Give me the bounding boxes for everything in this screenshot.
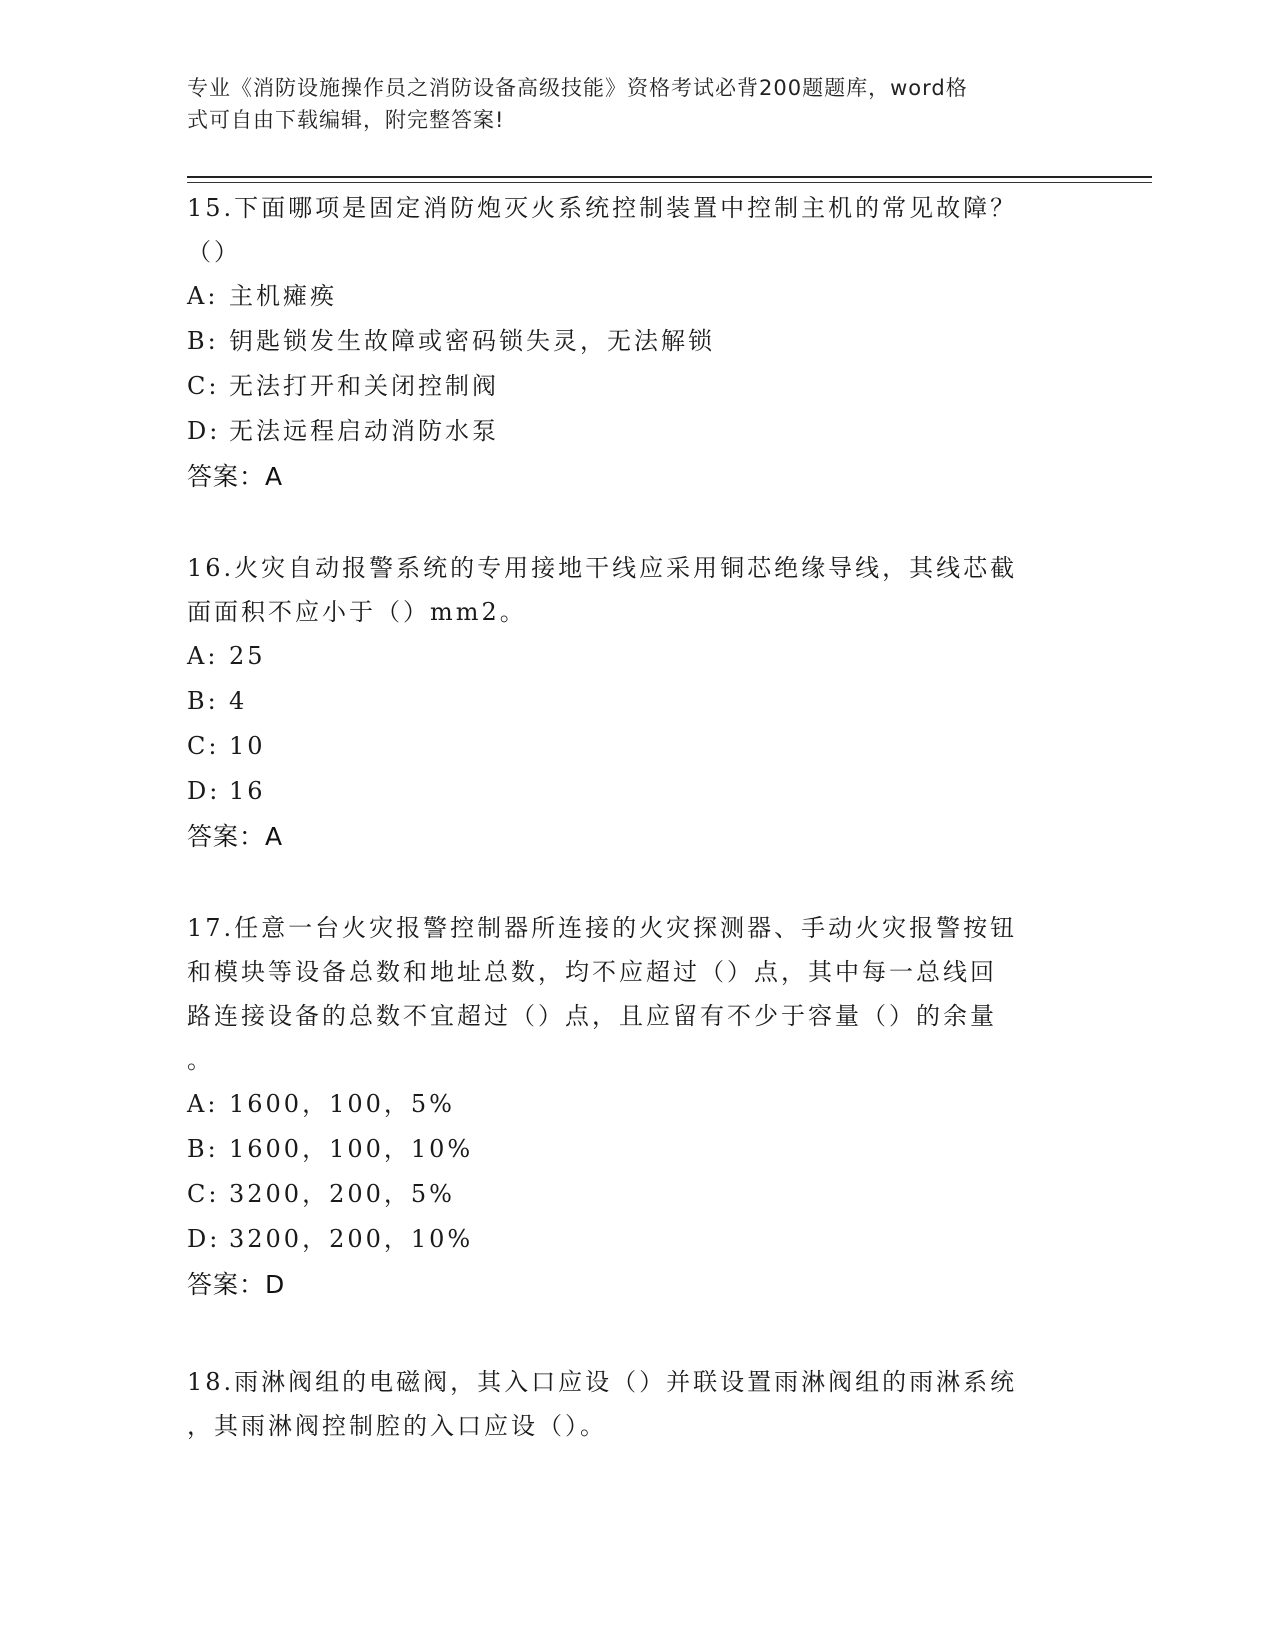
option-a xyxy=(187,1082,1087,1127)
option-text: 10 xyxy=(229,732,266,760)
option-a xyxy=(187,634,1087,679)
header-line-2: 式可自由下载编辑，附完整答案! xyxy=(187,108,505,132)
option-letter: B: xyxy=(187,687,219,715)
option-text: 无法打开和关闭控制阀 xyxy=(229,372,499,400)
option-letter: B: xyxy=(187,327,219,355)
option-d xyxy=(187,769,1087,814)
question-text-line: 路连接设备的总数不宜超过（）点，且应留有不少于容量（）的余量 xyxy=(187,1002,997,1030)
question-text-line: 18.雨淋阀组的电磁阀，其入口应设（）并联设置雨淋阀组的雨淋系统 xyxy=(187,1368,1018,1396)
option-letter: C: xyxy=(187,732,220,760)
option-text: 4 xyxy=(229,687,248,715)
option-letter: A: xyxy=(187,642,219,670)
option-text: 3200，200，10% xyxy=(229,1225,474,1253)
option-letter: B: xyxy=(187,1135,219,1163)
option-c xyxy=(187,364,1087,409)
option-text: 主机瘫痪 xyxy=(229,282,337,310)
option-letter: C: xyxy=(187,372,220,400)
option-d xyxy=(187,409,1087,454)
option-text: 3200，200，5% xyxy=(229,1180,455,1208)
question-text-line: 15.下面哪项是固定消防炮灭火系统控制装置中控制主机的常见故障？ xyxy=(187,194,1018,222)
question-text-line: 16.火灾自动报警系统的专用接地干线应采用铜芯绝缘导线，其线芯截 xyxy=(187,554,1018,582)
option-letter: A: xyxy=(187,1090,219,1118)
option-c xyxy=(187,1172,1087,1217)
option-text: 16 xyxy=(229,777,266,805)
option-letter: D: xyxy=(187,1225,221,1253)
document-header xyxy=(187,72,1067,136)
option-letter: A: xyxy=(187,282,219,310)
option-text: 无法远程启动消防水泵 xyxy=(229,417,499,445)
option-b xyxy=(187,679,1087,724)
option-text: 钥匙锁发生故障或密码锁失灵，无法解锁 xyxy=(229,327,715,355)
option-b xyxy=(187,1127,1087,1172)
question-15 xyxy=(187,186,1087,499)
question-text-line: （） xyxy=(187,238,241,266)
question-18 xyxy=(187,1360,1087,1448)
option-text: 1600，100，5% xyxy=(229,1090,455,1118)
option-letter: C: xyxy=(187,1180,220,1208)
question-text-line: 。 xyxy=(187,1046,214,1074)
answer: 答案：A xyxy=(187,462,284,491)
option-text: 1600，100，10% xyxy=(229,1135,474,1163)
option-a xyxy=(187,274,1087,319)
option-d xyxy=(187,1217,1087,1262)
option-letter: D: xyxy=(187,417,221,445)
option-text: 25 xyxy=(229,642,266,670)
header-divider-thin xyxy=(187,182,1152,183)
question-text-line: 面面积不应小于（）mm2。 xyxy=(187,598,527,626)
answer: 答案：A xyxy=(187,822,284,851)
question-16 xyxy=(187,546,1087,859)
question-text-line: 和模块等设备总数和地址总数，均不应超过（）点，其中每一总线回 xyxy=(187,958,997,986)
option-b xyxy=(187,319,1087,364)
option-letter: D: xyxy=(187,777,221,805)
header-divider-thick xyxy=(187,176,1152,178)
answer: 答案：D xyxy=(187,1270,286,1299)
header-line-1: 专业《消防设施操作员之消防设备高级技能》资格考试必背200题题库，word格 xyxy=(187,76,968,100)
option-c xyxy=(187,724,1087,769)
question-text-line: 17.任意一台火灾报警控制器所连接的火灾探测器、手动火灾报警按钮 xyxy=(187,914,1018,942)
question-17 xyxy=(187,906,1087,1307)
question-text-line: ，其雨淋阀控制腔的入口应设（）。 xyxy=(187,1412,607,1440)
